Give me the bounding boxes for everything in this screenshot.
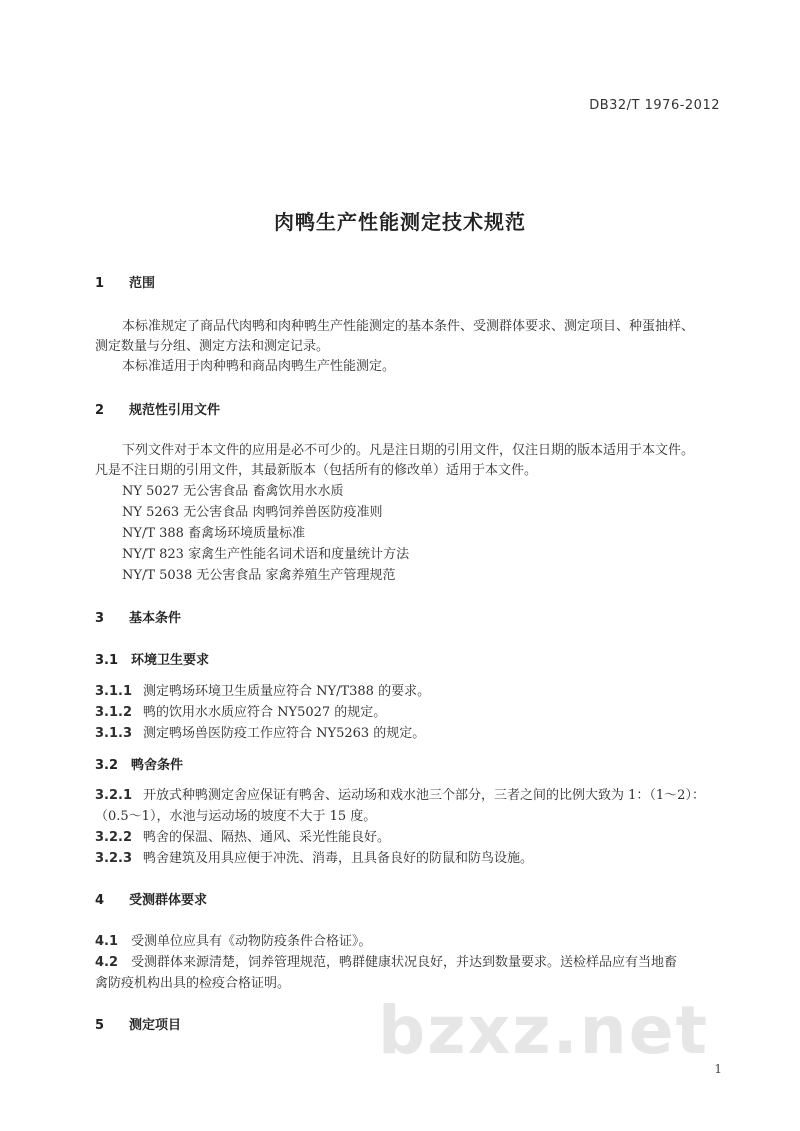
paragraph-line: 下列文件对于本文件的应用是必不可少的。凡是注日期的引用文件，仅注日期的版本适用于本文件。 [122, 443, 695, 458]
section-title: 受测群体要求 [129, 893, 208, 908]
reference-item: NY/T 388 畜禽场环境质量标准 [122, 526, 306, 541]
clause-item [95, 953, 677, 973]
section-title: 基本条件 [129, 611, 182, 626]
section-2-heading [95, 401, 220, 421]
paragraph-line: 本标准规定了商品代肉鸭和肉种鸭生产性能测定的基本条件、受测群体要求、测定项目、种蛋抽样、 [122, 319, 695, 334]
section-number: 5 [95, 1018, 105, 1033]
clause-number: 4.1 [95, 934, 119, 949]
document-number: DB32/T 1976-2012 [589, 98, 720, 113]
reference-item: NY/T 823 家禽生产性能名词术语和度量统计方法 [122, 547, 410, 562]
subsection-title: 鸭舍条件 [131, 758, 184, 773]
clause-item [95, 703, 386, 723]
reference-item: NY 5263 无公害食品 肉鸭饲养兽医防疫准则 [122, 505, 383, 520]
clause-continuation: （0.5～1），水池与运动场的坡度不大于 15 度。 [95, 809, 377, 824]
subsection-title: 环境卫生要求 [131, 653, 210, 668]
page-number: 1 [714, 1062, 722, 1076]
section-3-heading [95, 609, 181, 629]
section-5-heading [95, 1016, 181, 1036]
clause-number: 4.2 [95, 955, 119, 970]
subsection-number: 3.1 [95, 653, 119, 668]
clause-number: 3.1.3 [95, 726, 133, 741]
clause-text: 鸭舍的保温、隔热、通风、采光性能良好。 [143, 830, 391, 845]
clause-text: 测定鸭场兽医防疫工作应符合 NY5263 的规定。 [143, 726, 426, 741]
section-number: 1 [95, 276, 105, 291]
clause-text: 鸭舍建筑及用具应便于冲洗、消毒，且具备良好的防鼠和防鸟设施。 [143, 851, 534, 866]
reference-item: NY/T 5038 无公害食品 家禽养殖生产管理规范 [122, 568, 396, 583]
clause-number: 3.1.2 [95, 705, 133, 720]
clause-number: 3.2.2 [95, 830, 133, 845]
clause-item [95, 932, 372, 952]
paragraph-line: 测定数量与分组、测定方法和测定记录。 [95, 339, 330, 354]
clause-item [95, 682, 430, 702]
paragraph-line: 凡是不注日期的引用文件，其最新版本（包括所有的修改单）适用于本文件。 [95, 463, 538, 478]
clause-text: 测定鸭场环境卫生质量应符合 NY/T388 的要求。 [143, 684, 431, 699]
section-number: 2 [95, 403, 105, 418]
section-number: 3 [95, 611, 105, 626]
subsection-3-1-heading [95, 651, 209, 671]
section-4-heading [95, 891, 207, 911]
clause-number: 3.1.1 [95, 684, 133, 699]
clause-item [95, 849, 533, 869]
clause-text: 受测群体来源清楚，饲养管理规范，鸭群健康状况良好，并达到数量要求。送检样品应有当地畜 [131, 955, 678, 970]
section-title: 测定项目 [129, 1018, 182, 1033]
section-title: 范围 [129, 276, 156, 291]
clause-number: 3.2.1 [95, 788, 133, 803]
clause-item [95, 724, 425, 744]
clause-item [95, 786, 705, 806]
clause-item [95, 828, 390, 848]
section-title: 规范性引用文件 [129, 403, 221, 418]
paragraph-line: 本标准适用于肉种鸭和商品肉鸭生产性能测定。 [122, 359, 396, 374]
document-title: 肉鸭生产性能测定技术规范 [274, 210, 526, 234]
clause-text: 鸭的饮用水水质应符合 NY5027 的规定。 [143, 705, 387, 720]
subsection-number: 3.2 [95, 758, 119, 773]
subsection-3-2-heading [95, 756, 183, 776]
section-1-heading [95, 274, 155, 294]
reference-item: NY 5027 无公害食品 畜禽饮用水水质 [122, 484, 344, 499]
clause-text: 开放式种鸭测定舍应保证有鸭舍、运动场和戏水池三个部分，三者之间的比例大致为 1：（1～2）： [143, 788, 705, 803]
section-number: 4 [95, 893, 105, 908]
clause-number: 3.2.3 [95, 851, 133, 866]
clause-text: 受测单位应具有《动物防疫条件合格证》。 [131, 934, 372, 949]
clause-continuation: 禽防疫机构出具的检疫合格证明。 [95, 976, 291, 991]
watermark: bzxz.net [378, 992, 710, 1069]
